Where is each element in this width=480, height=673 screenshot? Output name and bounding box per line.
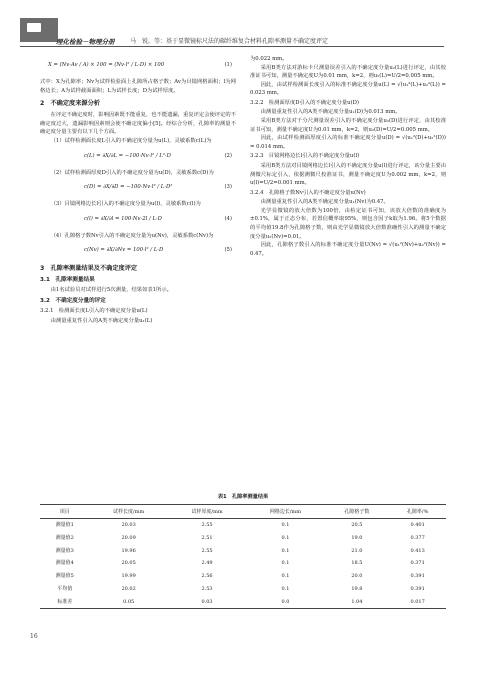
- section-2-title: 2 不确定度来源分析: [40, 100, 100, 108]
- results-table: [40, 504, 446, 609]
- right-column: [250, 55, 446, 258]
- equation-5: [40, 243, 236, 260]
- equation-5-number: (5): [224, 247, 232, 254]
- table-cell: 20.09: [121, 535, 136, 542]
- equation-3-number: (3): [224, 184, 232, 191]
- table-cell: 测量值2: [55, 535, 74, 542]
- table-cell: 0.1: [281, 585, 290, 592]
- right-paragraph-6: 因此，由试样检测面厚度引入的标准不确定度分量u(D) = √(u₁²(D)+u₂²(D)) = 0.014 mm。: [250, 135, 446, 150]
- table-header-cell: 孔隙格子数: [344, 508, 370, 515]
- section-3-2-1-paragraph: 由测量重复性引入的A类不确定度分量u₁(L): [50, 317, 153, 324]
- table-header-cell: 孔隙率/%: [406, 508, 429, 515]
- section-3-title: 3 孔隙率测量结果及不确定度评定: [40, 265, 138, 273]
- table-cell: 0.371: [410, 560, 425, 567]
- table-cell: 19.99: [121, 573, 136, 580]
- running-title: 马 锐，等：基于显微镜标尺法的碳纤维复合材料孔隙率测量不确定度评定: [130, 38, 329, 45]
- table-cell: 0.1: [281, 560, 290, 567]
- equation-3-body: c(D) = ∂X/∂D = −100·Nv·l² / L·D²: [84, 184, 173, 191]
- right-paragraph-5: 采用B类方法对千分尺测量误差引入的不确定度分量u₂(D)进行评定，由其校准证书可知，测量不确定度U为0.01 mm，k=2，则u₂(D)=U/2=0.005 mm。: [250, 118, 446, 133]
- item-2: （2）试样检测面厚度D引入的不确定度分量为u(D)，灵敏系数c(D)为: [50, 169, 214, 176]
- table-header-cell: 项目: [59, 508, 70, 515]
- equation-2-number: (2): [224, 152, 232, 159]
- table-cell: 2.53: [201, 585, 213, 592]
- equation-4: [40, 212, 236, 229]
- table-header-cell: 试样长度/mm: [113, 508, 145, 515]
- table-cell: 20.05: [121, 560, 136, 567]
- table-cell: 0.1: [281, 573, 290, 580]
- table-cell: 2.55: [201, 547, 213, 554]
- results-table-block: [40, 493, 446, 609]
- table-cell: 1.04: [351, 598, 363, 605]
- equation-2: [40, 149, 236, 166]
- table-row: [40, 595, 446, 608]
- table-cell: 0.03: [201, 598, 213, 605]
- right-paragraph-8: 由测量重复性引入的A类不确定度分量u₁(Nv)为0.47。: [260, 199, 389, 206]
- table-header-cell: 试样厚度/mm: [191, 508, 223, 515]
- equation-1-explanation: 式中：X为孔隙率；Nv为试样检验面上孔隙所占格子数；Av为目镜网格面积；l为网格边长；A为试样截面面积；L为试样长度；D为试样厚度。: [40, 79, 236, 94]
- section-3-2-1-title: 3.2.1 检测面长度L引入的不确定度分量u(L): [40, 307, 148, 314]
- table-title: 表1 孔隙率测量结果: [217, 494, 269, 500]
- table-cell: 20.0: [351, 573, 363, 580]
- table-cell: 18.5: [351, 560, 363, 567]
- table-cell: 2.55: [201, 522, 213, 529]
- table-cell: 19.0: [351, 535, 363, 542]
- section-3-2-title: 3.2 不确定度分量的评定: [40, 297, 106, 304]
- equation-4-body: c(l) = ∂X/∂l = 100·Nv·2l / L·D: [84, 215, 162, 222]
- page-header: [0, 0, 480, 50]
- table-cell: 0.1: [281, 522, 290, 529]
- table-cell: 0.413: [410, 547, 425, 554]
- equation-4-number: (4): [224, 215, 232, 222]
- table-cell: 测量值5: [55, 573, 74, 580]
- journal-logo: [20, 18, 58, 42]
- table-cell: 测量值4: [55, 560, 74, 567]
- item-1: （1）试样检测面长度L引入的不确定度分量为u(L)，灵敏系数c(L)为: [50, 137, 212, 144]
- table-cell: 19.8: [351, 585, 363, 592]
- section-2-paragraph: 在评定不确定度时，影响因素既不能重复，也不能遗漏，重复评定会使评定的不确定度过大，遗漏影响因素则会使不确定度偏小[5]。经综合分析，孔隙率的测量不确定度分量主要有以下几个方面。: [40, 112, 236, 136]
- item-4: （4）孔隙格子数Nv引入的不确定度分量为u(Nv)，灵敏系数c(Nv)为: [50, 232, 214, 239]
- table-cell: 0.1: [281, 547, 290, 554]
- equation-1: [40, 58, 236, 75]
- table-cell: 0.391: [410, 585, 425, 592]
- table-cell: 19.96: [121, 547, 136, 554]
- section-3-2-4-title: 3.2.4 孔隙格子数Nv引入的不确定度分量u(Nv): [250, 189, 366, 196]
- table-cell: 平均值: [57, 585, 73, 592]
- right-paragraph-4: 由测量重复性引入的A类不确定度分量u₁(D)为0.013 mm。: [260, 109, 401, 116]
- table-cell: 0.05: [123, 598, 135, 605]
- table-cell: 测量值3: [55, 547, 74, 554]
- equation-1-body: X = (Nv·Av / A) × 100 = (Nv·l² / L·D) × 100: [48, 62, 165, 68]
- journal-name: 理化检验－物理分册: [56, 38, 115, 46]
- table-header-cell: 网格边长/mm: [269, 508, 301, 515]
- left-column: [40, 55, 236, 325]
- table-cell: 20.5: [351, 522, 363, 529]
- equation-2-body: c(L) = ∂X/∂L = −100·Nv·l² / L²·D: [84, 152, 171, 159]
- table-row: [40, 519, 446, 532]
- section-3-1-title: 3.1 孔隙率测量结果: [40, 277, 95, 284]
- table-cell: 标准差: [57, 598, 73, 605]
- table-body: [40, 519, 446, 609]
- section-3-1-paragraph: 由1名试验员对试样进行5次测量，结果如表1所示。: [50, 287, 172, 294]
- page-number: 16: [30, 633, 38, 640]
- table-cell: 20.03: [121, 522, 136, 529]
- table-cell: 2.49: [201, 560, 213, 567]
- table-row: [40, 557, 446, 570]
- table-cell: 0.377: [410, 535, 425, 542]
- right-paragraph-7: 采用B类方法对目镜网格边长l引入的不确定度分量u(l)进行评定，该分量主要由测微尺标定引入，依据测微尺校准证书，测量不确定度U为0.002 mm，k=2，则u(l)=U/2=0.001 mm。: [250, 162, 446, 187]
- table-row: [40, 544, 446, 557]
- equation-1-number: (1): [224, 62, 232, 68]
- table-header-row: [40, 505, 446, 519]
- right-paragraph-1: 为0.022 mm。: [250, 56, 288, 62]
- table-cell: 0.0: [281, 598, 290, 605]
- table-cell: 0.017: [410, 598, 425, 605]
- header-rule: [20, 46, 444, 47]
- right-paragraph-10: 因此，孔隙格子数引入的标准不确定度分量U(Nv) = √(u₁²(Nv)+u₂²(Nv)) = 0.47。: [250, 242, 446, 257]
- equation-5-body: c(Nv) = ∂X/∂Nv = 100·l² / L·D: [84, 247, 164, 254]
- table-cell: 21.0: [351, 547, 363, 554]
- table-row: [40, 583, 446, 596]
- table-cell: 20.02: [121, 585, 136, 592]
- table-cell: 0.391: [410, 573, 425, 580]
- section-3-2-2-title: 3.2.2 检测面厚度D引入的不确定度分量u(D): [250, 99, 359, 106]
- section-3-2-3-title: 3.2.3 目镜网格边长l引入的不确定度分量u(l): [250, 153, 360, 160]
- table-cell: 0.401: [410, 522, 425, 529]
- table-cell: 2.51: [201, 535, 213, 542]
- right-paragraph-3: 因此，由试样检测面长度引入的标准不确定度分量u(L) = √(u₁²(L)+u₂²(L)) = 0.023 mm。: [250, 81, 446, 97]
- equation-3: [40, 180, 236, 197]
- right-paragraph-9: 光学显微镜的放大倍数为100倍，由检定证书可知，该放大倍数的准确度为±0.1%，属于正态分布，若置信概率取95%，则包含因子k取为1.96。将5个数据的平均值19.8作为孔隙格子数，则由光学显微镜放大倍数准确性引入的测量不确定度分量u₂(Nv)=0.01。: [250, 207, 446, 240]
- table-cell: 2.56: [201, 573, 213, 580]
- table-cell: 0.1: [281, 535, 290, 542]
- table-row: [40, 570, 446, 583]
- table-row: [40, 532, 446, 545]
- item-3: （3）目镜网格边长l引入的不确定度分量为u(l)，灵敏系数c(l)为: [50, 201, 201, 208]
- table-cell: 测量值1: [55, 522, 74, 529]
- right-paragraph-2: 采用B类方法对游标卡尺测量误差引入的不确定度分量u₂(L)进行评定，由其校准证书可知，测量不确定度U为0.01 mm，k=2，则u₂(L)=U/2=0.005 mm。: [250, 64, 446, 80]
